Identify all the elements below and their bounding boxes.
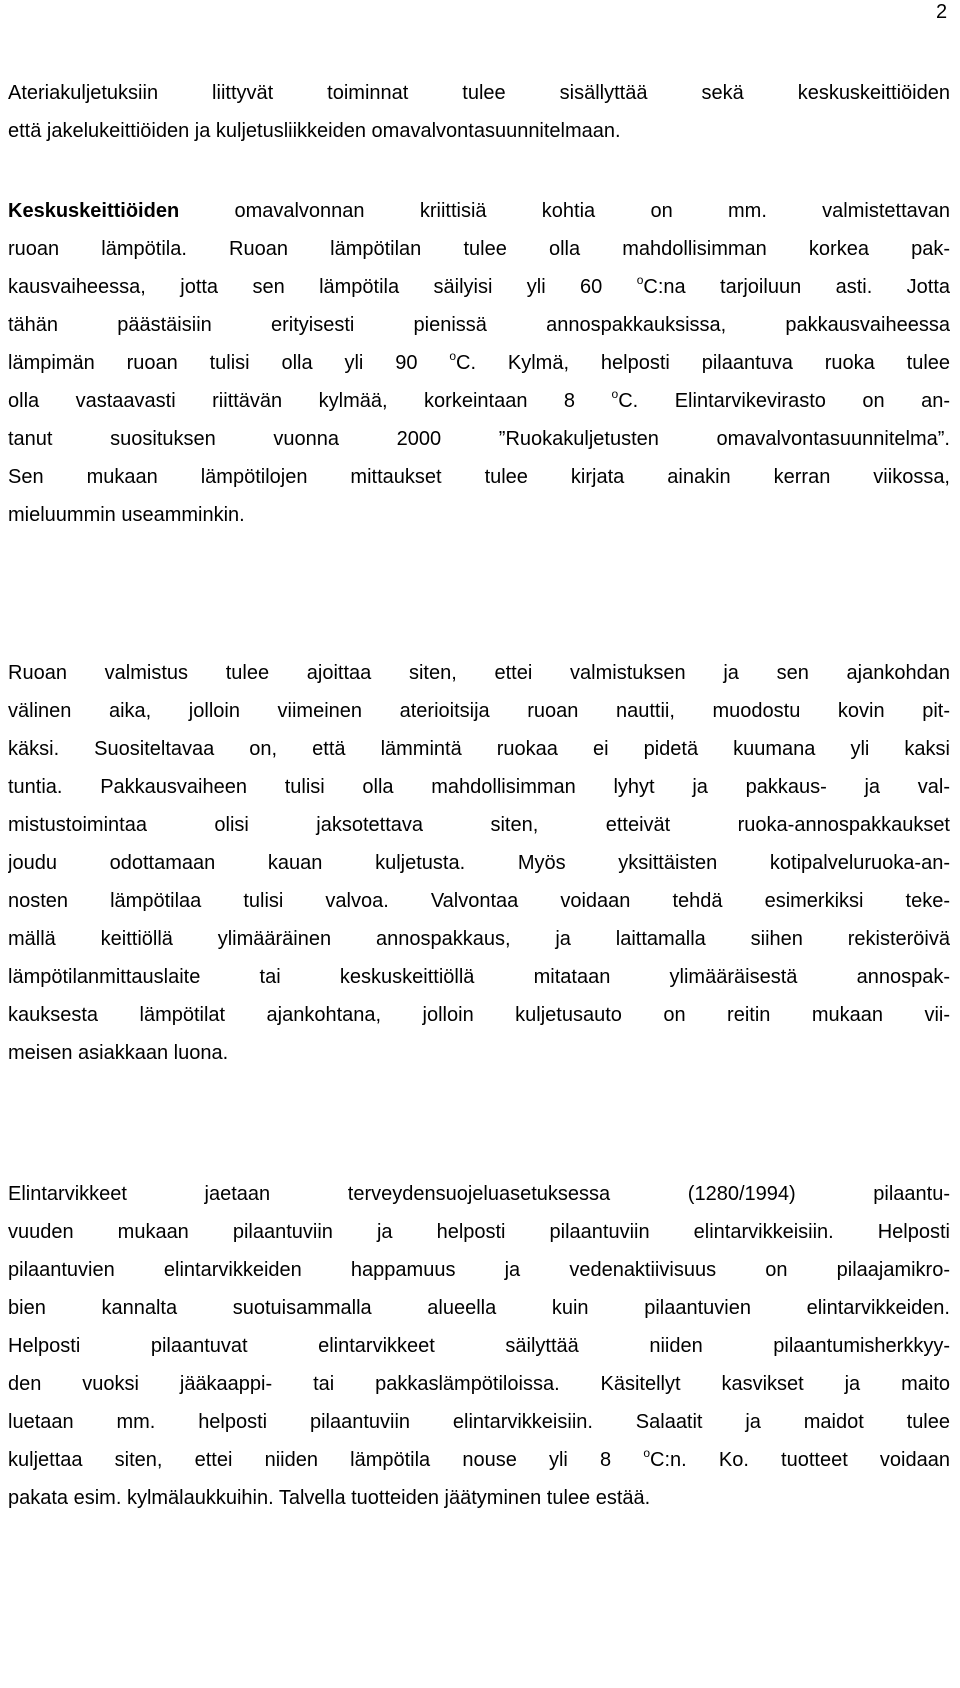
paragraph-2 xyxy=(8,192,950,534)
text-line: luetaan mm. helposti pilaantuviin elintarvikkeisiin. Salaatit ja maidot tulee xyxy=(8,1411,950,1433)
text-line: ruoan lämpötila. Ruoan lämpötilan tulee olla mahdollisimman korkea pak- xyxy=(8,238,950,260)
text-line: joudu odottamaan kauan kuljetusta. Myös yksittäisten kotipalveluruoka-an- xyxy=(8,852,950,874)
paragraph-3 xyxy=(8,654,950,1072)
text-line: tanut suosituksen vuonna 2000 ”Ruokakuljetusten omavalvontasuunnitelma”. xyxy=(8,428,950,450)
text-line: pakata esim. kylmälaukkuihin. Talvella tuotteiden jäätyminen tulee estää. xyxy=(8,1487,651,1509)
paragraph-4 xyxy=(8,1175,950,1517)
degree-superscript: o xyxy=(636,273,644,287)
text-line: den vuoksi jääkaappi- tai pakkaslämpötiloissa. Käsitellyt kasvikset ja maito xyxy=(8,1373,950,1395)
text-line: kausvaiheessa, jotta sen lämpötila säilyisi yli 60 $^o$C:na tarjoiluun asti. Jotta xyxy=(8,273,950,298)
text-line: meisen asiakkaan luona. xyxy=(8,1042,229,1064)
text-line: olla vastaavasti riittävän kylmää, korkeintaan 8 $^o$C. Elintarvikevirasto on an- xyxy=(8,387,950,412)
text-line: että jakelukeittiöiden ja kuljetusliikkeiden omavalvontasuunnitelmaan. xyxy=(8,120,621,142)
degree-superscript: o xyxy=(611,387,619,401)
text-line: tähän päästäisiin erityisesti pienissä annospakkauksissa, pakkausvaiheessa xyxy=(8,314,950,336)
text-line: lämpimän ruoan tulisi olla yli 90 $^o$C. Kylmä, helposti pilaantuva ruoka tulee xyxy=(8,349,950,374)
degree-superscript: o xyxy=(449,349,457,363)
page-number: 2 xyxy=(936,1,948,23)
text-line: mällä keittiöllä ylimääräinen annospakkaus, ja laittamalla siihen rekisteröivä xyxy=(8,928,950,950)
text-line: mieluummin useamminkin. xyxy=(8,504,245,526)
text-line: tuntia. Pakkausvaiheen tulisi olla mahdollisimman lyhyt ja pakkaus- ja val- xyxy=(8,776,950,798)
text-line: Ateriakuljetuksiin liittyvät toiminnat tulee sisällyttää sekä keskuskeittiöiden xyxy=(8,82,950,104)
text-line: Ruoan valmistus tulee ajoittaa siten, ettei valmistuksen ja sen ajankohdan xyxy=(8,662,950,684)
text-line: bien kannalta suotuisammalla alueella kuin pilaantuvien elintarvikkeiden. xyxy=(8,1297,950,1319)
text-line: pilaantuvien elintarvikkeiden happamuus ja vedenaktiivisuus on pilaajamikro- xyxy=(8,1259,950,1281)
text-line: kuljettaa siten, ettei niiden lämpötila nouse yli 8 $^o$C:n. Ko. tuotteet voidaan xyxy=(8,1446,950,1471)
text-line: kauksesta lämpötilat ajankohtana, jolloin kuljetusauto on reitin mukaan vii- xyxy=(8,1004,950,1026)
text-line: Elintarvikkeet jaetaan terveydensuojeluasetuksessa (1280/1994) pilaantu- xyxy=(8,1183,950,1205)
paragraph-1 xyxy=(8,74,950,150)
text-line: välinen aika, jolloin viimeinen aterioitsija ruoan nauttii, muodostu kovin pit- xyxy=(8,700,950,722)
text-line: mistustoimintaa olisi jaksotettava siten, etteivät ruoka-annospakkaukset xyxy=(8,814,950,836)
text-line: nosten lämpötilaa tulisi valvoa. Valvontaa voidaan tehdä esimerkiksi teke- xyxy=(8,890,950,912)
text-line: Sen mukaan lämpötilojen mittaukset tulee kirjata ainakin kerran viikossa, xyxy=(8,466,950,488)
bold-term: Keskuskeittiöiden xyxy=(8,200,180,222)
text-line: käksi. Suositeltavaa on, että lämmintä ruokaa ei pidetä kuumana yli kaksi xyxy=(8,738,950,760)
text-line: vuuden mukaan pilaantuviin ja helposti pilaantuviin elintarvikkeisiin. Helposti xyxy=(8,1221,950,1243)
text-line: Helposti pilaantuvat elintarvikkeet säilyttää niiden pilaantumisherkkyy- xyxy=(8,1335,950,1357)
text-line: lämpötilanmittauslaite tai keskuskeittiöllä mitataan ylimääräisestä annospak- xyxy=(8,966,950,988)
degree-superscript: o xyxy=(643,1446,651,1460)
text-line: Keskuskeittiöiden omavalvonnan kriittisiä kohtia on mm. valmistettavan xyxy=(8,200,950,222)
